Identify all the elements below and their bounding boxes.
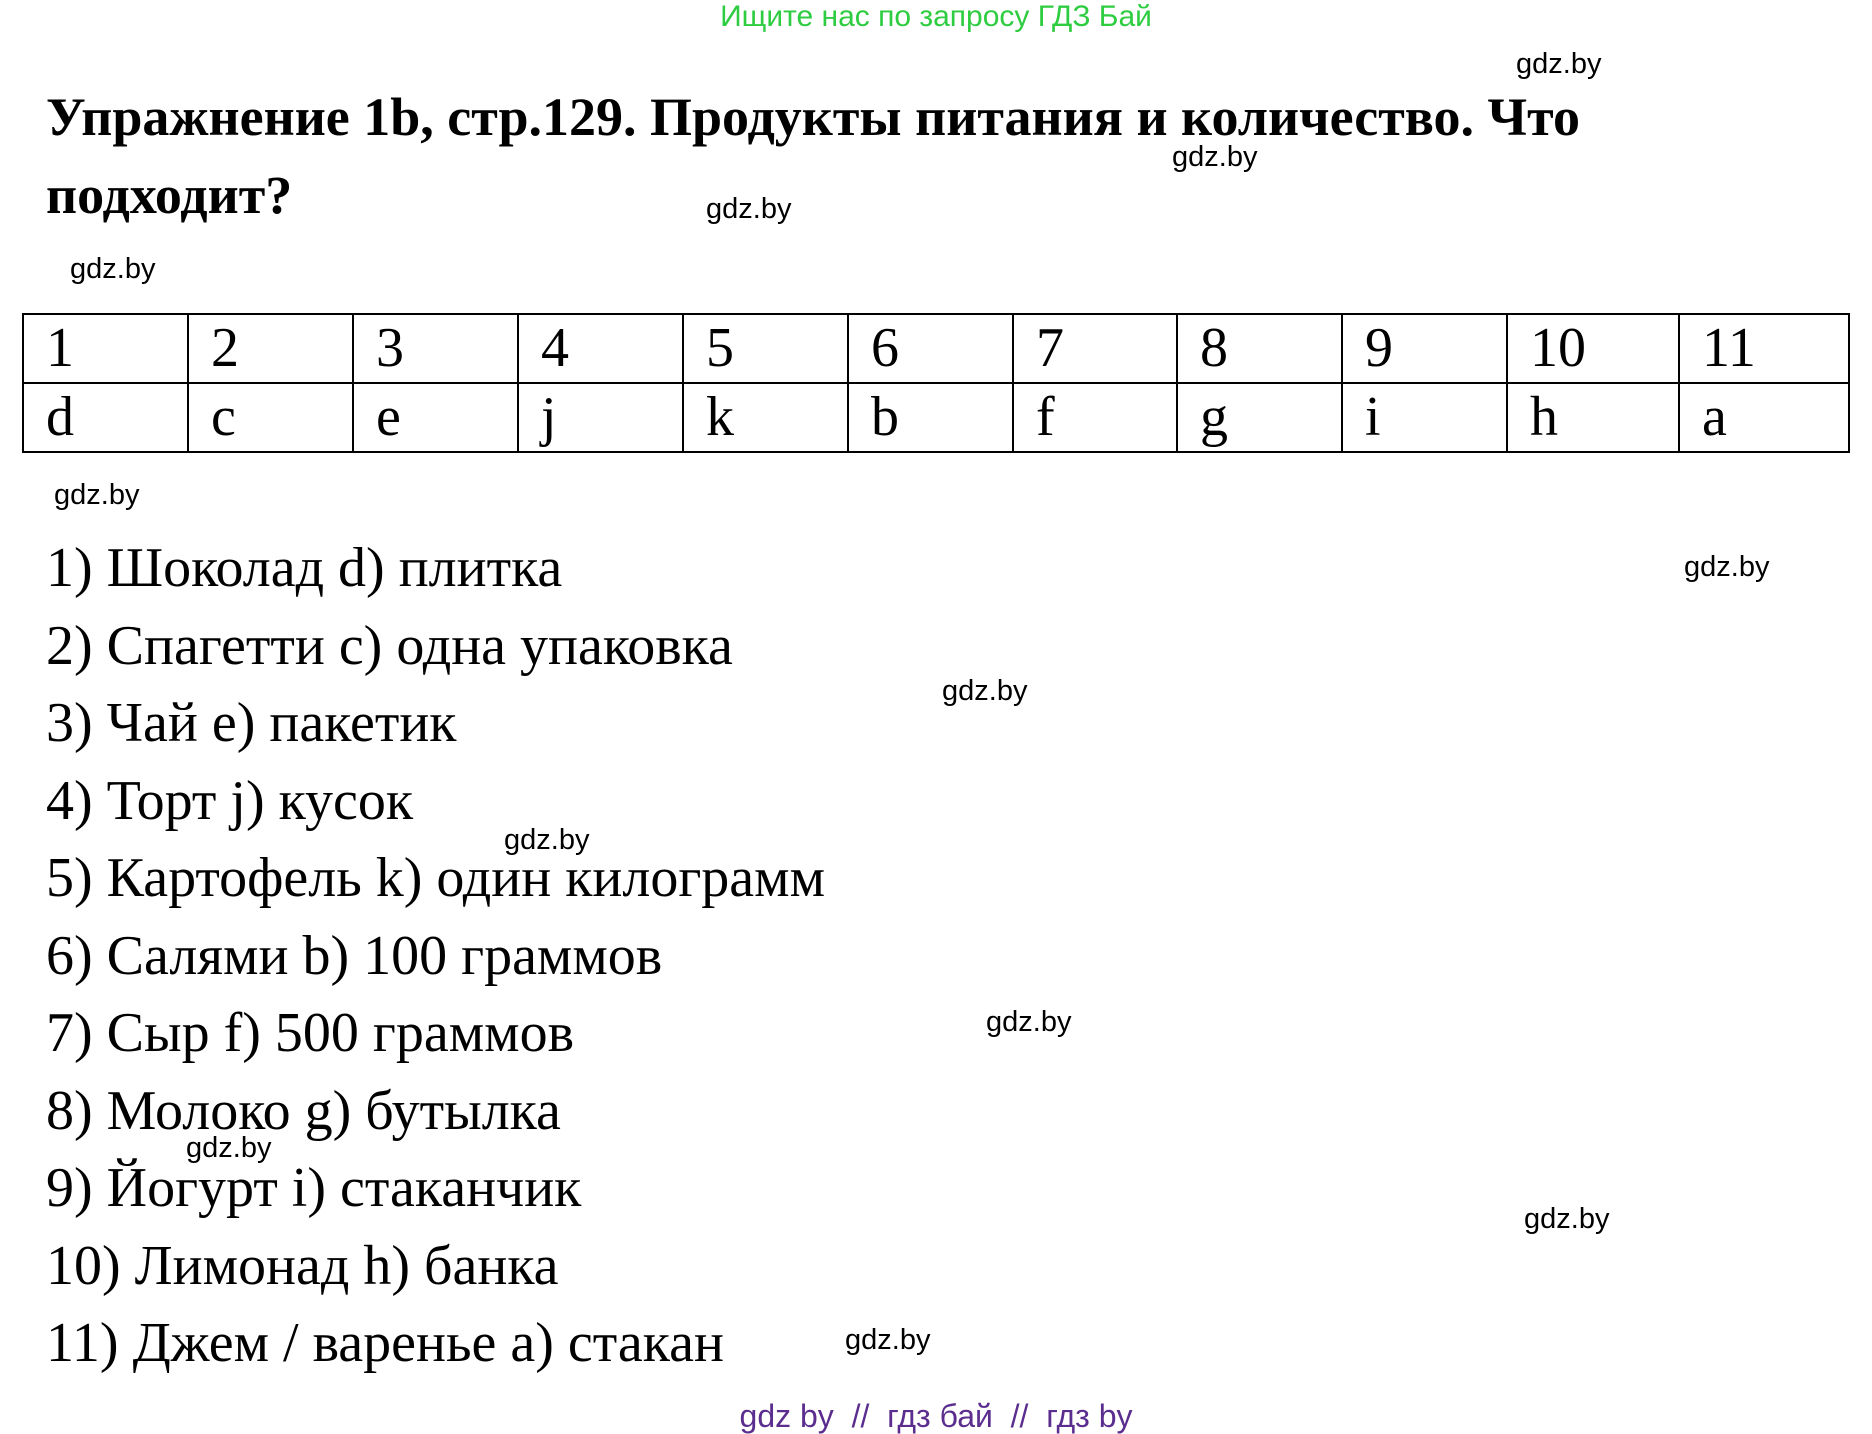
table-cell: k: [683, 383, 848, 452]
watermark: gdz.by: [1172, 141, 1258, 173]
table-cell: 5: [683, 314, 848, 383]
list-item: 3) Чай e) пакетик: [46, 692, 457, 754]
table-cell: i: [1342, 383, 1507, 452]
answer-table-letter-row: [23, 383, 1849, 452]
table-cell: e: [353, 383, 518, 452]
table-cell: 2: [188, 314, 353, 383]
watermark: gdz.by: [70, 253, 156, 285]
list-item: 8) Молоко g) бутылка: [46, 1079, 561, 1142]
search-hint: Ищите нас по запросу ГДЗ Бай: [720, 0, 1152, 33]
list-item: 9) Йогурт i) стаканчик: [46, 1157, 582, 1219]
table-cell: 9: [1342, 314, 1507, 383]
table-cell: 7: [1013, 314, 1177, 383]
table-cell: 3: [353, 314, 518, 383]
watermark: gdz.by: [1524, 1203, 1610, 1235]
table-cell: h: [1507, 383, 1679, 452]
watermark: gdz.by: [845, 1324, 931, 1356]
answer-table: [22, 313, 1850, 453]
table-cell: 6: [848, 314, 1013, 383]
watermark: gdz.by: [504, 824, 590, 856]
table-cell: c: [188, 383, 353, 452]
list-item: 11) Джем / варенье a) стакан: [46, 1312, 724, 1374]
table-cell: j: [518, 383, 683, 452]
table-cell: 8: [1177, 314, 1342, 383]
footer-links: gdz by // гдз бай // гдз by: [739, 1398, 1133, 1434]
table-cell: b: [848, 383, 1013, 452]
watermark: gdz.by: [1684, 551, 1770, 583]
answer-list: [46, 530, 825, 1383]
list-item: 4) Торт j) кусок: [46, 769, 414, 832]
watermark: gdz.by: [942, 675, 1028, 707]
list-item: 1) Шоколад d) плитка: [46, 537, 563, 599]
table-cell: 11: [1679, 314, 1849, 383]
watermark: gdz.by: [986, 1006, 1072, 1038]
table-cell: 1: [23, 314, 188, 383]
list-item: 7) Сыр f) 500 граммов: [46, 1002, 575, 1064]
table-cell: a: [1679, 383, 1849, 452]
table-cell: d: [23, 383, 188, 452]
watermark: gdz.by: [706, 193, 792, 225]
table-cell: f: [1013, 383, 1177, 452]
watermark: gdz.by: [54, 479, 140, 511]
watermark: gdz.by: [186, 1132, 272, 1164]
table-cell: 10: [1507, 314, 1679, 383]
page-title: Упражнение 1b, стр.129. Продукты питания и количество. Что подходит?: [46, 87, 1580, 225]
list-item: 5) Картофель k) один килограмм: [46, 847, 826, 909]
list-item: 10) Лимонад h) банка: [46, 1234, 559, 1297]
table-cell: 4: [518, 314, 683, 383]
list-item: 2) Спагетти c) одна упаковка: [46, 614, 733, 677]
list-item: 6) Салями b) 100 граммов: [46, 924, 663, 987]
table-cell: g: [1177, 383, 1342, 452]
watermark: gdz.by: [1516, 48, 1602, 80]
answer-table-number-row: [23, 314, 1849, 383]
